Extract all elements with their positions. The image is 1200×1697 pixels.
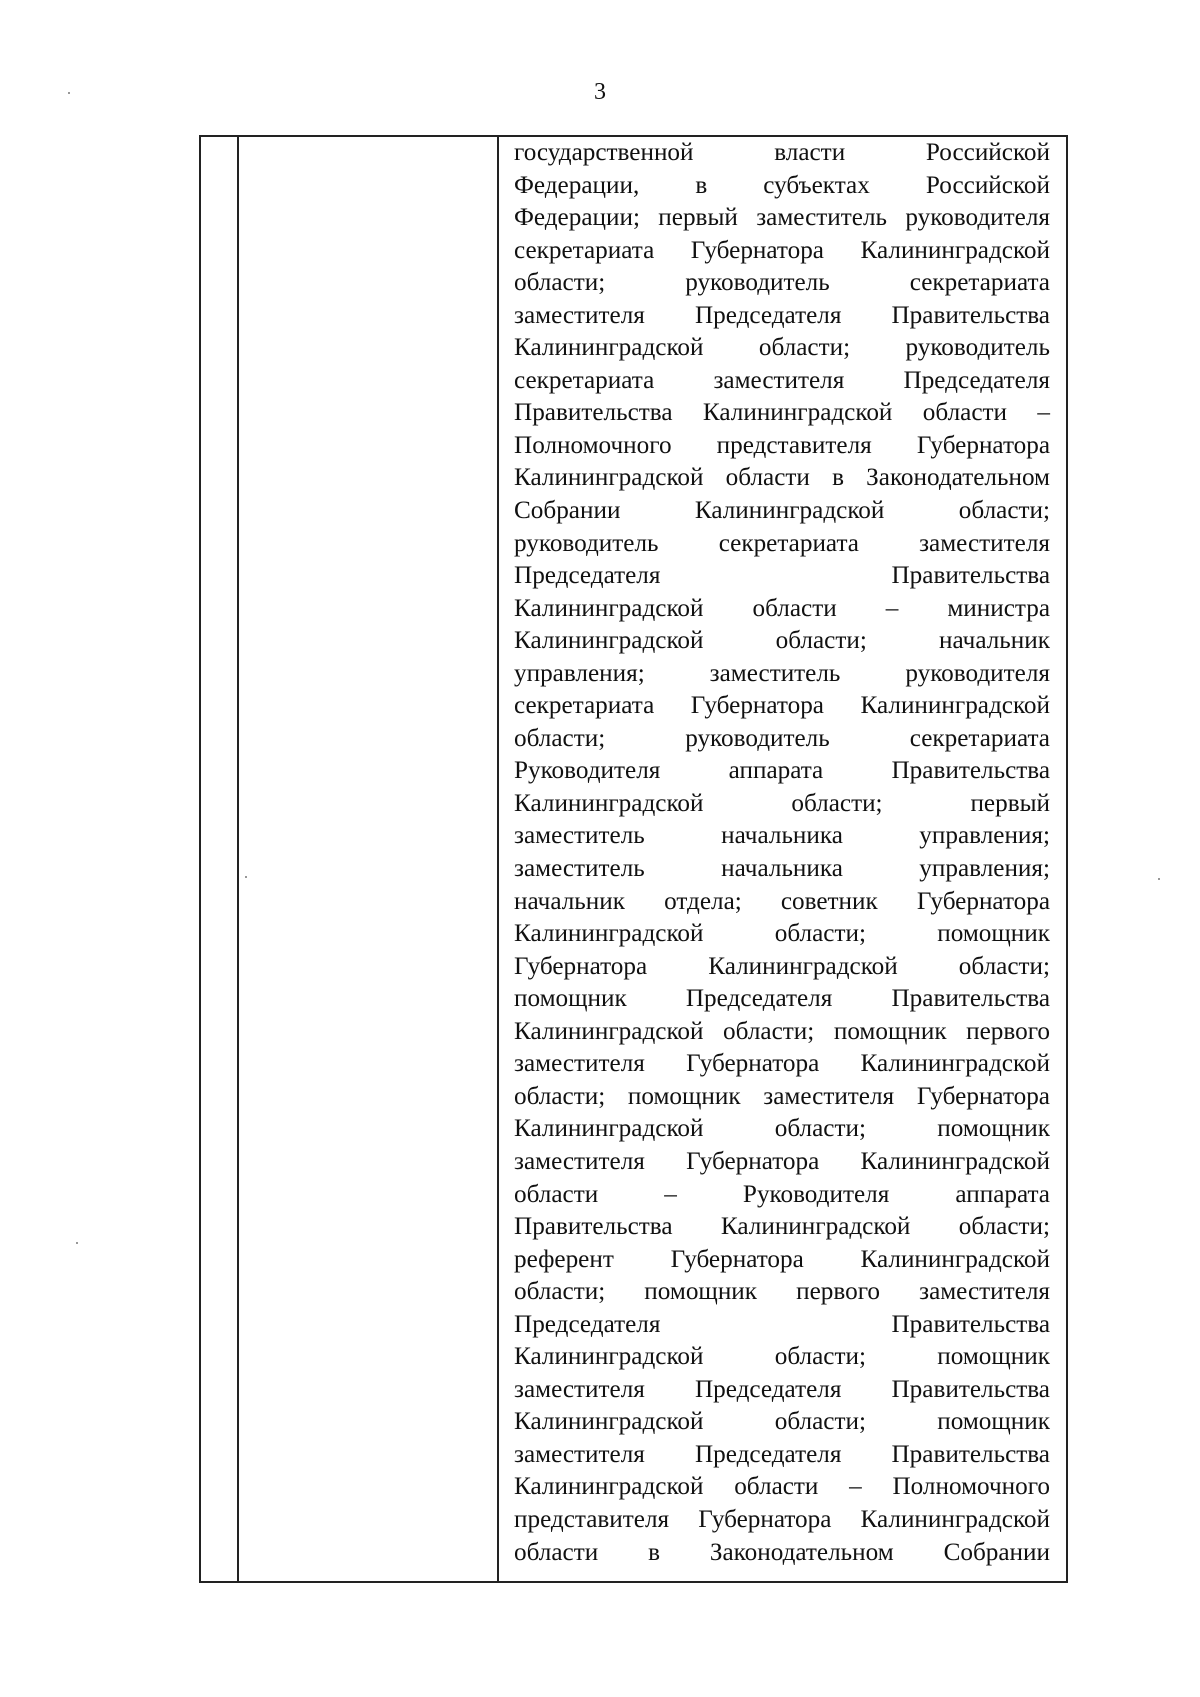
- text-line: заместителя Председателя Правительства: [514, 1440, 1050, 1468]
- text-line: Губернатора Калининградской области;: [514, 952, 1050, 980]
- text-line: референт Губернатора Калининградской: [514, 1245, 1050, 1273]
- text-line: Калининградской области; помощник: [514, 1343, 1050, 1371]
- text-line: Калининградской области – министра: [514, 594, 1050, 622]
- text-line: Руководителя аппарата Правительства: [514, 757, 1050, 785]
- text-line: Калининградской области – Полномочного: [514, 1473, 1050, 1501]
- text-line: заместитель начальника управления;: [514, 855, 1050, 883]
- text-line: заместителя Председателя Правительства: [514, 1375, 1050, 1403]
- text-line: помощник Председателя Правительства: [514, 985, 1050, 1013]
- text-line: Калининградской области; помощник: [514, 920, 1050, 948]
- text-line: руководитель секретариата заместителя: [514, 529, 1050, 557]
- text-line: области в Законодательном Собрании: [514, 1538, 1050, 1566]
- text-line: Правительства Калининградской области;: [514, 1213, 1050, 1241]
- text-line: Полномочного представителя Губернатора: [514, 431, 1050, 459]
- text-line: Правительства Калининградской области –: [514, 399, 1050, 427]
- text-line: Калининградской области; помощник: [514, 1115, 1050, 1143]
- text-line: заместителя Председателя Правительства: [514, 301, 1050, 329]
- text-line: Председателя Правительства: [514, 562, 1050, 590]
- text-line: области; руководитель секретариата: [514, 724, 1050, 752]
- text-line: представителя Губернатора Калининградской: [514, 1505, 1050, 1533]
- page-number: 3: [594, 79, 606, 105]
- text-line: заместитель начальника управления;: [514, 822, 1050, 850]
- scan-speck: [1158, 878, 1160, 880]
- text-line: Калининградской области; начальник: [514, 627, 1050, 655]
- text-line: области; помощник первого заместителя: [514, 1278, 1050, 1306]
- text-line: государственной власти Российской: [514, 139, 1050, 166]
- table-cell-positions: [498, 136, 1067, 1582]
- scan-speck: [68, 92, 70, 94]
- positions-text: [499, 137, 1066, 1569]
- text-line: секретариата Губернатора Калининградской: [514, 236, 1050, 264]
- text-line: заместителя Губернатора Калининградской: [514, 1050, 1050, 1078]
- text-line: Председателя Правительства: [514, 1310, 1050, 1338]
- text-line: Калининградской области в Законодательном: [514, 464, 1050, 492]
- table-row: [200, 136, 1067, 1582]
- scan-speck: [76, 1242, 78, 1244]
- text-line: Калининградской области; первый: [514, 789, 1050, 817]
- text-line: области; помощник заместителя Губернатора: [514, 1082, 1050, 1110]
- text-line: Федерации; первый заместитель руководителя: [514, 204, 1050, 232]
- text-line: Калининградской области; руководитель: [514, 334, 1050, 362]
- table-cell-number: [200, 136, 238, 1582]
- text-line: Федерации, в субъектах Российской: [514, 171, 1050, 199]
- positions-table: [199, 135, 1068, 1583]
- scan-speck: [245, 876, 247, 878]
- text-line: области – Руководителя аппарата: [514, 1180, 1050, 1208]
- text-line: области; руководитель секретариата: [514, 269, 1050, 297]
- table-cell-category: [238, 136, 498, 1582]
- text-line: Калининградской области; помощник: [514, 1408, 1050, 1436]
- text-line: Калининградской области; помощник первого: [514, 1017, 1050, 1045]
- text-line: секретариата заместителя Председателя: [514, 366, 1050, 394]
- text-line: секретариата Губернатора Калининградской: [514, 692, 1050, 720]
- text-line: Собрании Калининградской области;: [514, 497, 1050, 525]
- text-line: заместителя Губернатора Калининградской: [514, 1147, 1050, 1175]
- text-line: управления; заместитель руководителя: [514, 659, 1050, 687]
- text-line: начальник отдела; советник Губернатора: [514, 887, 1050, 915]
